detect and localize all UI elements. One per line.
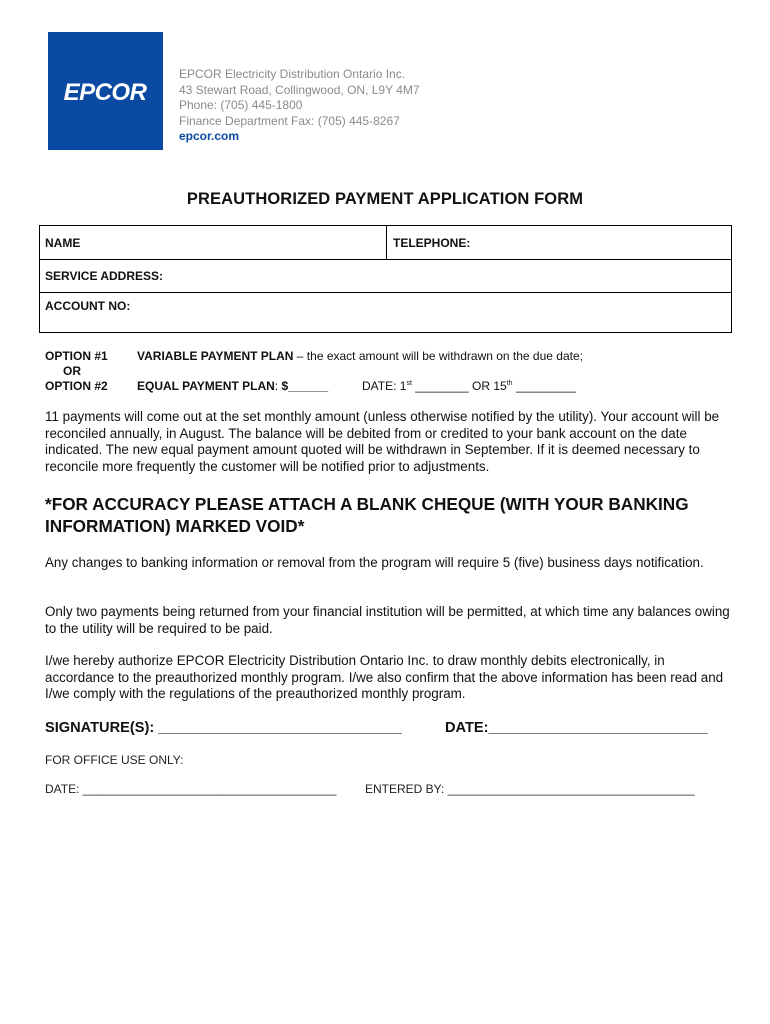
customer-info-table — [39, 225, 732, 333]
office-use-heading: FOR OFFICE USE ONLY: — [45, 753, 184, 767]
option-1-label: OPTION #1 — [45, 349, 108, 363]
variable-plan-line — [137, 349, 583, 363]
company-street: 43 Stewart Road, Collingwood, ON, L9Y 4M7 — [179, 82, 420, 97]
date-fifteenth-field[interactable]: _________ — [512, 379, 576, 393]
returned-payments-notice: Only two payments being returned from your financial institution will be permitted, at which time any balances owing to the utility will be required to be paid. — [45, 604, 730, 636]
option-2-label: OPTION #2 — [45, 379, 108, 393]
variable-plan-label: VARIABLE PAYMENT PLAN — [137, 349, 294, 363]
equal-plan-terms: 11 payments will come out at the set monthly amount (unless otherwise notified by the utility). Your account will be reconciled annually, in August. The balance will be debited from or credited to your bank account on the date indicated. The new equal payment amount quoted will be withdrawn in September. If it is deemed necessary to reconcile more frequently the customer will be notified prior to adjustments. — [45, 409, 720, 474]
date-sup-th: th — [506, 380, 513, 387]
name-field-label: NAME — [45, 236, 81, 250]
company-name: EPCOR Electricity Distribution Ontario Inc. — [179, 67, 406, 81]
company-website-link[interactable]: epcor.com — [179, 129, 240, 143]
service-address-field-label: SERVICE ADDRESS: — [45, 269, 164, 283]
equal-plan-line — [137, 379, 328, 393]
variable-plan-description: – the exact amount will be withdrawn on the due date; — [293, 349, 583, 363]
telephone-field-label: TELEPHONE: — [393, 236, 471, 250]
date-sup-st: st — [406, 380, 412, 387]
table-divider — [40, 259, 731, 260]
equal-plan-label: EQUAL PAYMENT PLAN — [137, 379, 275, 393]
table-divider — [40, 292, 731, 293]
authorization-statement: I/we hereby authorize EPCOR Electricity Distribution Ontario Inc. to draw monthly debits electronically, in accordance to the preauthorized monthly program. I/we also confirm that the above information has been read and I/we comply with the regulations of the preauthorized monthly program. — [45, 653, 724, 701]
table-divider — [386, 226, 387, 259]
epcor-logo-icon — [48, 32, 163, 150]
equal-plan-amount-field[interactable]: $______ — [281, 379, 329, 393]
or-label: OR — [63, 364, 81, 378]
withdrawal-date-line — [362, 379, 576, 393]
company-fax: Finance Department Fax: (705) 445-8267 — [179, 113, 400, 128]
company-phone: Phone: (705) 445-1800 — [179, 98, 303, 112]
entered-by-field[interactable]: ENTERED BY: _____________________________________ — [365, 782, 695, 796]
account-number-field-label: ACCOUNT NO: — [45, 299, 131, 313]
equal-plan-colon: : — [274, 379, 282, 393]
signature-date-field[interactable]: DATE:___________________________ — [445, 720, 708, 736]
attach-cheque-notice: *FOR ACCURACY PLEASE ATTACH A BLANK CHEQUE (WITH YOUR BANKING INFORMATION) MARKED VOID* — [45, 494, 689, 536]
date-label: DATE: 1 — [362, 379, 407, 393]
form-title: PREAUTHORIZED PAYMENT APPLICATION FORM — [186, 190, 584, 208]
logo-text: EPCOR — [63, 79, 147, 106]
date-first-field[interactable]: ________ OR 15 — [411, 379, 507, 393]
epcor-logo — [48, 32, 163, 150]
signature-field[interactable]: SIGNATURE(S): ______________________________ — [45, 720, 402, 736]
changes-notice: Any changes to banking information or removal from the program will require 5 (five) business days notification. — [45, 555, 704, 570]
office-date-field[interactable]: DATE: ______________________________________ — [45, 782, 337, 796]
